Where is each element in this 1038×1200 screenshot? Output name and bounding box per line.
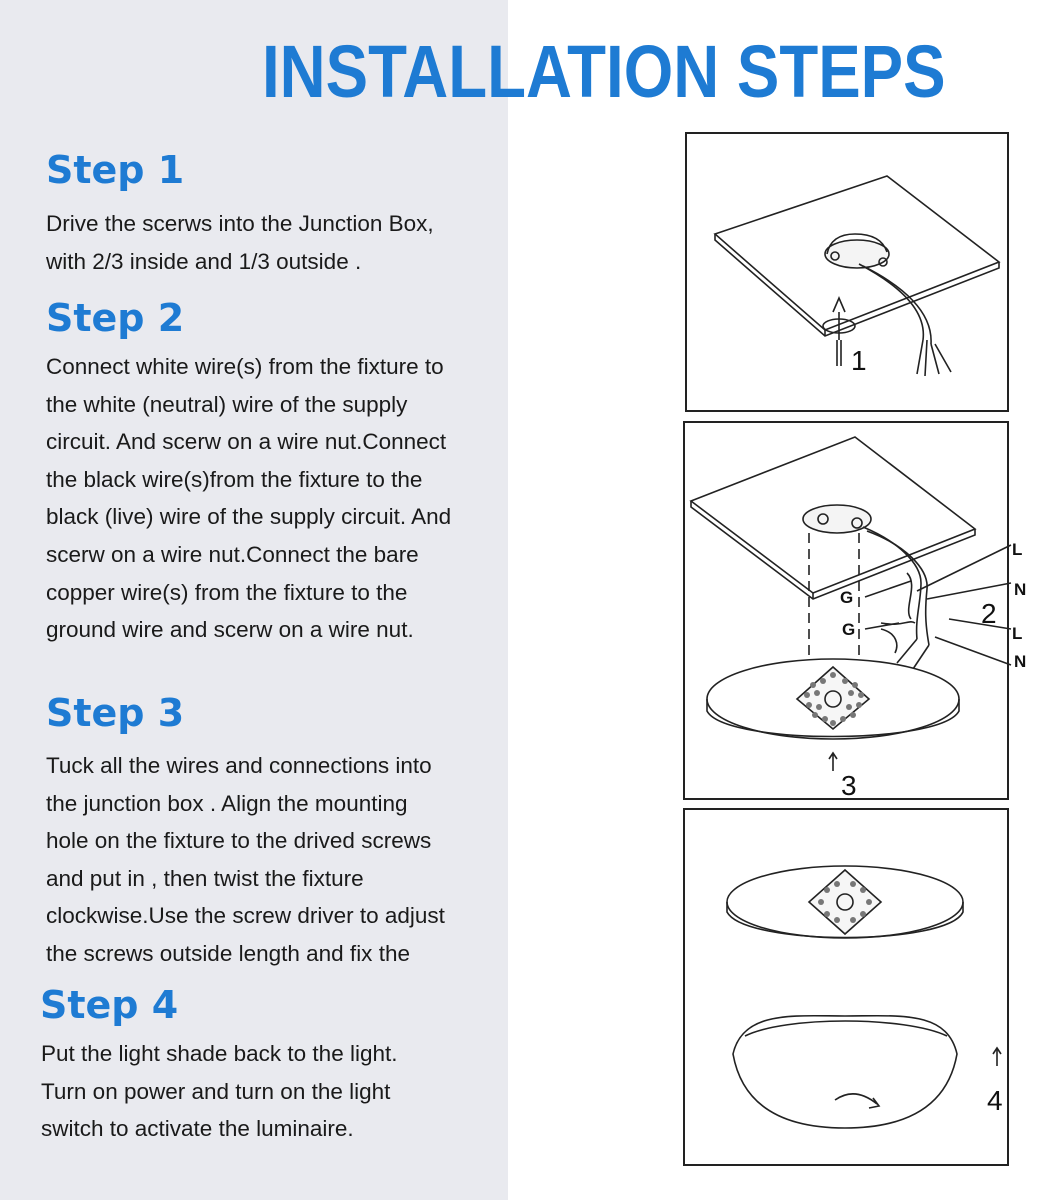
step-3-line: clockwise.Use the screw driver to adjust [46,903,445,929]
step-2-line: black (live) wire of the supply circuit. And [46,504,452,530]
diagram-panel-2 [683,421,1027,801]
diagram-panel-3 [683,808,1009,1166]
panel-2-wire-label: L [1012,540,1023,559]
step-3-line: the screws outside length and fix the [46,940,410,966]
step-3-line: hole on the fixture to the drived screws [46,828,432,854]
step-1-line: Drive the scerws into the Junction Box, [46,211,434,236]
step-4-line: Turn on power and turn on the light [41,1078,391,1104]
step-4-heading: Step 4 [40,983,179,1027]
page-title: INSTALLATION STEPS [262,30,946,113]
step-2-heading: Step 2 [46,296,185,340]
panel-2-number: 2 [981,598,997,629]
panel-2-ground-label: G [840,588,854,607]
step-2-line: copper wire(s) from the fixture to the [46,579,408,605]
step-3-line: the junction box . Align the mounting [46,790,408,816]
panel-1-number: 1 [851,345,867,376]
panel-2-ground-label: G [842,620,856,639]
panel-2-wire-label: N [1014,652,1027,671]
step-2-line: ground wire and scerw on a wire nut. [46,617,414,643]
step-3-line: Tuck all the wires and connections into [46,753,432,778]
light-shade-illustration [685,810,1007,1164]
step-3-line: and put in , then twist the fixture [46,865,364,891]
step-1-heading: Step 1 [46,148,185,192]
step-2-text [46,348,451,649]
step-3-heading: Step 3 [46,691,185,735]
step-4-text [41,1035,397,1148]
panel-2-step3-label: 3 [841,770,857,801]
step-2-line: circuit. And scerw on a wire nut.Connect [46,429,447,455]
panel-3-number: 4 [987,1085,1003,1116]
wiring-illustration [685,423,1027,801]
step-1-line: with 2/3 inside and 1/3 outside . [46,248,362,274]
step-2-line: scerw on a wire nut.Connect the bare [46,541,419,567]
step-1-text [46,205,434,280]
step-2-line: Connect white wire(s) from the fixture to [46,354,444,379]
step-2-line: the black wire(s)from the fixture to the [46,466,423,492]
diagram-panel-1 [685,132,1009,412]
step-4-line: Put the light shade back to the light. [41,1041,398,1066]
panel-2-wire-label: L [1012,624,1023,643]
panel-2-wire-label: N [1014,580,1027,599]
junction-box-illustration [687,134,1007,410]
step-2-line: the white (neutral) wire of the supply [46,391,408,417]
step-3-text [46,747,445,973]
step-4-line: switch to activate the luminaire. [41,1116,354,1142]
